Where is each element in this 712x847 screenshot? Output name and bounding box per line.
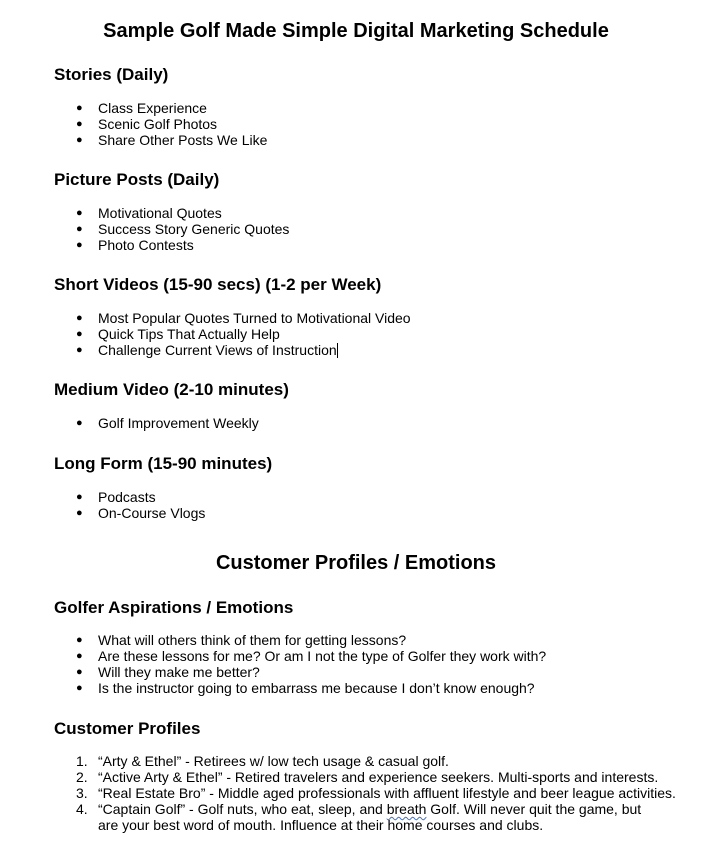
bullet-icon: ● <box>76 134 83 146</box>
medium-video-list <box>0 415 690 431</box>
bullet-icon: ● <box>76 666 83 678</box>
bullet-icon: ● <box>76 312 83 324</box>
stories-list <box>0 100 690 148</box>
bullet-icon: ● <box>76 634 83 646</box>
bullet-icon: ● <box>76 650 83 662</box>
list-item: ● What will others think of them for getting lessons? <box>76 632 407 648</box>
bullet-icon: ● <box>76 223 83 235</box>
bullet-icon: ● <box>76 207 83 219</box>
list-item: ● Photo Contests <box>76 237 194 253</box>
list-number: 4. <box>76 801 88 817</box>
customer-profiles-list <box>0 753 690 833</box>
bullet-icon: ● <box>76 507 83 519</box>
list-item: ● Share Other Posts We Like <box>76 132 268 148</box>
list-number: 3. <box>76 785 88 801</box>
bullet-icon: ● <box>76 239 83 251</box>
list-item: ● Will they make me better? <box>76 664 260 680</box>
list-number: 2. <box>76 769 88 785</box>
section-heading-long-form: Long Form (15-90 minutes) <box>54 454 273 473</box>
section-heading-picture-posts: Picture Posts (Daily) <box>54 170 220 189</box>
section-heading-golfer-aspirations: Golfer Aspirations / Emotions <box>54 598 294 617</box>
list-item: ● Challenge Current Views of Instruction <box>76 342 337 358</box>
list-item: ● Most Popular Quotes Turned to Motivational Video <box>76 310 411 326</box>
list-item: ● Scenic Golf Photos <box>76 116 218 132</box>
list-item: ● On-Course Vlogs <box>76 505 206 521</box>
list-item: ● Quick Tips That Actually Help <box>76 326 280 342</box>
spellcheck-word[interactable]: breath <box>386 801 427 817</box>
list-item: 4. “Captain Golf” - Golf nuts, who eat, sleep, and breath Golf. Will never quit the game, but are your best word of mouth. Influence at their home courses and clubs. <box>76 801 642 833</box>
section-heading-short-videos: Short Videos (15-90 secs) (1-2 per Week) <box>54 275 382 294</box>
list-item: ● Is the instructor going to embarrass me because I don’t know enough? <box>76 680 535 696</box>
text-cursor <box>337 343 338 358</box>
list-item: 3. “Real Estate Bro” - Middle aged professionals with affluent lifestyle and beer league activities. <box>76 785 676 801</box>
section-heading-stories: Stories (Daily) <box>54 65 169 84</box>
list-item: ● Are these lessons for me? Or am I not the type of Golfer they work with? <box>76 648 547 664</box>
section-heading-medium-video: Medium Video (2-10 minutes) <box>54 380 289 399</box>
list-number: 1. <box>76 753 88 769</box>
section-heading-customer-profiles: Customer Profiles <box>54 719 201 738</box>
document-title: Sample Golf Made Simple Digital Marketing Schedule <box>103 20 609 42</box>
bullet-icon: ● <box>76 417 83 429</box>
list-item: ● Class Experience <box>76 100 207 116</box>
customer-profiles-title: Customer Profiles / Emotions <box>215 552 497 574</box>
long-form-list <box>0 489 690 521</box>
bullet-icon: ● <box>76 102 83 114</box>
bullet-icon: ● <box>76 344 83 356</box>
bullet-icon: ● <box>76 328 83 340</box>
bullet-icon: ● <box>76 682 83 694</box>
list-item: ● Podcasts <box>76 489 156 505</box>
bullet-icon: ● <box>76 118 83 130</box>
short-videos-list <box>0 310 690 358</box>
list-item: 2. “Active Arty & Ethel” - Retired travelers and experience seekers. Multi-sports and interests. <box>76 769 659 785</box>
list-item: ● Success Story Generic Quotes <box>76 221 290 237</box>
aspirations-list <box>0 632 690 696</box>
list-item: 1. “Arty & Ethel” - Retirees w/ low tech usage & casual golf. <box>76 753 449 769</box>
list-item: ● Golf Improvement Weekly <box>76 415 259 431</box>
list-item: ● Motivational Quotes <box>76 205 222 221</box>
bullet-icon: ● <box>76 491 83 503</box>
picture-posts-list <box>0 205 690 253</box>
